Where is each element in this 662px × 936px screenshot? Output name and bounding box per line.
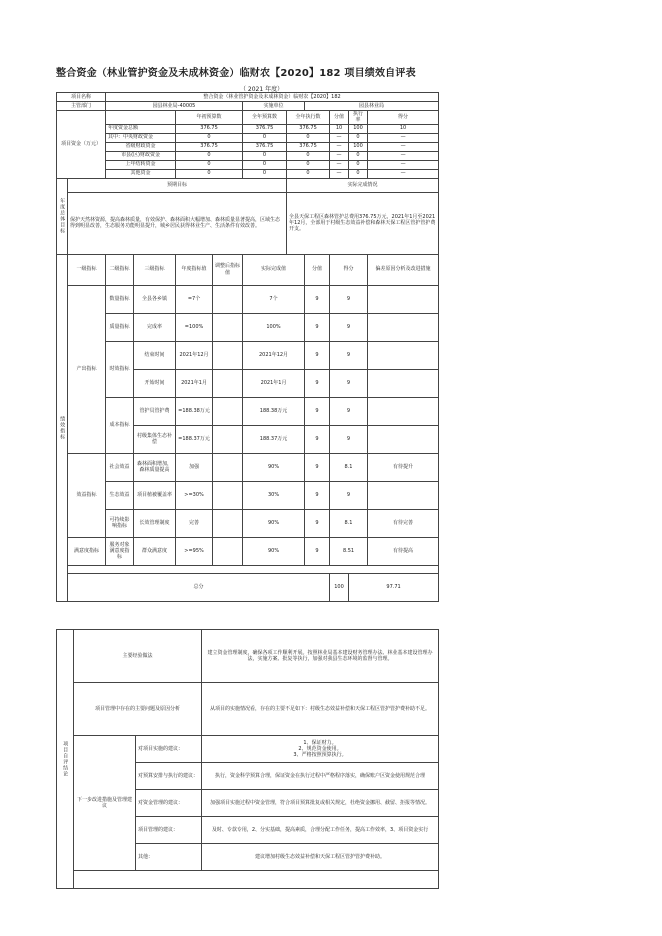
dept-label: 主管部门 — [57, 102, 106, 111]
perf-actual: 188.37万元 — [243, 425, 305, 453]
perf-target: >=30% — [176, 481, 213, 509]
perf-score-full: 9 — [305, 453, 330, 481]
perf-reason: 有待完善 — [368, 509, 439, 537]
problems-text: 从项目的实施情况看，存在的主要不足如下：村级生态效益补偿和天保工程区管护管护费补助不足。 — [202, 683, 439, 736]
perf-l3: 项目植被覆盖率 — [134, 481, 176, 509]
perf-score-full: 9 — [305, 369, 330, 397]
conclusion-section-label: 项目自评结论 — [57, 630, 74, 889]
perf-target: =188.37万元 — [176, 425, 213, 453]
perf-l3: 森林面积增加，森林质量提高 — [134, 453, 176, 481]
page-title: 整合资金（林业管护资金及未成林资金）临财农【2020】182 项目绩效自评表 — [56, 68, 416, 79]
fund-cell: — — [330, 151, 349, 160]
fund-cell: 0 — [287, 133, 330, 142]
perf-score: 9 — [330, 481, 368, 509]
perf-adjusted — [213, 369, 243, 397]
goals-expected-text: 保护天然林资源，提高森林质量，有效保护、森林面积大幅增加、森林质量显著提高，区域生态得到明显改善，生态服务功能明显提升，城乡居民获得林业生产、生活条件有效改善。 — [68, 192, 287, 254]
perf-l2: 成本指标 — [106, 397, 134, 453]
perf-l3: 全县各乡镇 — [134, 285, 176, 313]
perf-actual: 90% — [243, 453, 305, 481]
perf-adjusted — [213, 397, 243, 425]
fund-cell: — — [368, 142, 439, 151]
fund-cell: — — [368, 160, 439, 169]
perf-target: 2021年1月 — [176, 369, 213, 397]
fund-cell: 10 — [330, 124, 349, 133]
perf-score: 9 — [330, 425, 368, 453]
perf-section-label: 绩效指标 — [57, 254, 68, 601]
perf-l2: 社会效益 — [106, 453, 134, 481]
experience-text: 建立资金管理制度，确保各项工作顺利开展。按照林业局基本建设财务管理办法、林业基本建设管理办法，实施方案、批复等执行，加强对我县生态环境的监督与管理。 — [202, 630, 439, 683]
perf-reason — [368, 341, 439, 369]
project-name: 整合资金（林业管护资金及未成林资金）临财农【2020】182 — [106, 93, 439, 102]
perf-score: 9 — [330, 369, 368, 397]
total-score: 97.71 — [349, 573, 439, 601]
perf-adjusted — [213, 341, 243, 369]
perf-reason — [368, 369, 439, 397]
funds-header: 得分 — [368, 111, 439, 125]
fund-row-label: 上年结转资金 — [106, 160, 176, 169]
funds-header: 年初预算数 — [176, 111, 243, 125]
suggestion-text: 加强项目实施过程中资金管理，符合项目预算批复或相关规定，杜绝资金挪用、截留、拒报等情况。 — [202, 790, 439, 817]
total-full: 100 — [330, 573, 349, 601]
spacer-row — [68, 565, 439, 573]
problems-label: 项目管理中存在的主要问题及原因分析 — [74, 683, 202, 736]
perf-target: 加强 — [176, 453, 213, 481]
fund-cell: — — [330, 133, 349, 142]
perf-target: =100% — [176, 313, 213, 341]
perf-target: 2021年12月 — [176, 341, 213, 369]
perf-header: 分值 — [305, 254, 330, 285]
perf-header: 偏差原因分析及改进措施 — [368, 254, 439, 285]
goals-section-label: 年度总体目标 — [57, 178, 68, 254]
fund-row-label: 省级财政资金 — [106, 142, 176, 151]
dept-value: 园县林业局-40005 — [106, 102, 243, 111]
suggestion-text: 1、保证财力。 2、规范资金使用。 3、严格按照预算执行。 — [202, 736, 439, 763]
total-label: 总分 — [68, 573, 330, 601]
perf-target: >=95% — [176, 537, 213, 565]
fund-cell: 0 — [243, 151, 287, 160]
funds-header: 全年预算数 — [243, 111, 287, 125]
perf-l3: 村级集体生态补偿 — [134, 425, 176, 453]
fund-cell: — — [330, 169, 349, 178]
perf-l3: 长效管理制度 — [134, 509, 176, 537]
perf-score-full: 9 — [305, 509, 330, 537]
perf-actual: 90% — [243, 537, 305, 565]
fund-cell: 376.75 — [243, 142, 287, 151]
funds-header-blank — [106, 111, 176, 125]
conclusion-bottom-blank — [74, 871, 439, 889]
funds-header: 全年执行数 — [287, 111, 330, 125]
fund-cell: 376.75 — [176, 142, 243, 151]
fund-cell: 0 — [349, 169, 368, 178]
self-eval-table — [56, 92, 439, 602]
perf-score-full: 9 — [305, 313, 330, 341]
funds-header: 分值 — [330, 111, 349, 125]
perf-reason — [368, 313, 439, 341]
perf-target: 完善 — [176, 509, 213, 537]
perf-actual: 100% — [243, 313, 305, 341]
fund-row-label: 市县(区)财政资金 — [106, 151, 176, 160]
suggestion-label: 对预算安排与执行的建议： — [136, 763, 202, 790]
perf-reason — [368, 425, 439, 453]
perf-score: 8.51 — [330, 537, 368, 565]
perf-adjusted — [213, 313, 243, 341]
perf-header: 得分 — [330, 254, 368, 285]
fund-row-label: 其他资金 — [106, 169, 176, 178]
perf-score: 9 — [330, 397, 368, 425]
year-label: （ 2021 年度） — [240, 86, 284, 93]
perf-adjusted — [213, 509, 243, 537]
perf-actual: 2021年12月 — [243, 341, 305, 369]
fund-cell: 376.75 — [287, 142, 330, 151]
perf-score: 9 — [330, 285, 368, 313]
impl-value: 园县林业局 — [305, 102, 439, 111]
perf-score-full: 9 — [305, 285, 330, 313]
perf-score-full: 9 — [305, 537, 330, 565]
fund-cell: 0 — [176, 160, 243, 169]
fund-cell: — — [330, 160, 349, 169]
perf-score-full: 9 — [305, 481, 330, 509]
perf-adjusted — [213, 453, 243, 481]
fund-cell: 10 — [368, 124, 439, 133]
goals-expected-label: 预期目标 — [68, 178, 287, 192]
funds-header: 执行率 — [349, 111, 368, 125]
perf-l2: 质量指标 — [106, 313, 134, 341]
fund-cell: 376.75 — [176, 124, 243, 133]
fund-cell: 0 — [287, 160, 330, 169]
perf-actual: 30% — [243, 481, 305, 509]
perf-l1-output: 产出指标 — [68, 285, 106, 453]
goals-actual-label: 实际完成情况 — [287, 178, 439, 192]
perf-header: 实际完成值 — [243, 254, 305, 285]
perf-l1-effect: 效益指标 — [68, 453, 106, 537]
perf-l2: 数量指标 — [106, 285, 134, 313]
fund-cell: 0 — [287, 169, 330, 178]
perf-l2: 时效指标 — [106, 341, 134, 397]
perf-score: 8.1 — [330, 453, 368, 481]
perf-l3: 管护员管护费 — [134, 397, 176, 425]
perf-score: 8.1 — [330, 509, 368, 537]
suggestion-text: 执行，资金科学预算合理，保证资金在执行过程中严格程序落实，确保账户区资金使用规范合理 — [202, 763, 439, 790]
project-name-label: 项目名称 — [57, 93, 106, 102]
perf-score: 9 — [330, 313, 368, 341]
perf-score: 9 — [330, 341, 368, 369]
suggestion-text: 建议增加村级生态效益补偿和天保工程区管护管护费补助。 — [202, 844, 439, 871]
experience-label: 主要经验做法 — [74, 630, 202, 683]
perf-actual: 90% — [243, 509, 305, 537]
impl-label: 实施单位 — [243, 102, 305, 111]
perf-header: 调整后指标值 — [213, 254, 243, 285]
perf-score-full: 9 — [305, 425, 330, 453]
perf-l2: 生态效益 — [106, 481, 134, 509]
perf-header: 年度指标值 — [176, 254, 213, 285]
fund-cell: — — [368, 169, 439, 178]
perf-reason — [368, 285, 439, 313]
perf-score-full: 9 — [305, 341, 330, 369]
perf-score-full: 9 — [305, 397, 330, 425]
perf-reason — [368, 481, 439, 509]
perf-header: 三级指标 — [134, 254, 176, 285]
conclusion-table — [56, 629, 439, 889]
fund-cell: 0 — [176, 169, 243, 178]
funds-section-label: 项目资金（万元） — [57, 111, 106, 179]
suggestion-text: 及时、专款专用，2、分实基础，提高素质，合理分配工作任务，提高工作效率，3、项目资金实行 — [202, 817, 439, 844]
perf-l1-satisfaction: 满意度指标 — [68, 537, 106, 565]
fund-cell: 0 — [243, 169, 287, 178]
perf-l2: 服务对象满意度指标 — [106, 537, 134, 565]
fund-cell: — — [368, 133, 439, 142]
goals-actual-text: 全县天保工程区森林管护总费用376.75万元，2021年1月至2021年12月，全部用于村级生态效益补偿和森林天保工程区管护管护费开支。 — [287, 192, 439, 254]
perf-actual: 7个 — [243, 285, 305, 313]
perf-adjusted — [213, 285, 243, 313]
perf-l2: 可持续影响指标 — [106, 509, 134, 537]
fund-cell: 0 — [349, 133, 368, 142]
suggestion-label: 其他： — [136, 844, 202, 871]
perf-target: =7个 — [176, 285, 213, 313]
perf-adjusted — [213, 481, 243, 509]
perf-reason: 有待提高 — [368, 537, 439, 565]
perf-l3: 开始时间 — [134, 369, 176, 397]
fund-cell: 376.75 — [287, 124, 330, 133]
fund-cell: 0 — [176, 151, 243, 160]
perf-l3: 完成率 — [134, 313, 176, 341]
perf-l3: 结束时间 — [134, 341, 176, 369]
perf-target: =188.38万元 — [176, 397, 213, 425]
suggestion-label: 对资金管理的建议： — [136, 790, 202, 817]
perf-reason: 有待提升 — [368, 453, 439, 481]
suggestion-label: 项目管理的建议： — [136, 817, 202, 844]
fund-cell: 0 — [176, 133, 243, 142]
fund-row-label: 年度资金总额 — [106, 124, 176, 133]
fund-cell: — — [368, 151, 439, 160]
fund-cell: 0 — [243, 160, 287, 169]
suggestion-label: 对项目实施的建议： — [136, 736, 202, 763]
fund-cell: 100 — [349, 142, 368, 151]
fund-cell: — — [330, 142, 349, 151]
fund-cell: 0 — [243, 133, 287, 142]
fund-cell: 0 — [349, 160, 368, 169]
perf-header: 一级指标 — [68, 254, 106, 285]
fund-row-label: 其中：中央财政资金 — [106, 133, 176, 142]
perf-adjusted — [213, 537, 243, 565]
fund-cell: 0 — [287, 151, 330, 160]
perf-adjusted — [213, 425, 243, 453]
perf-reason — [368, 397, 439, 425]
fund-cell: 0 — [349, 151, 368, 160]
perf-header: 二级指标 — [106, 254, 134, 285]
fund-cell: 376.75 — [243, 124, 287, 133]
perf-actual: 2021年1月 — [243, 369, 305, 397]
perf-l3: 群众满意度 — [134, 537, 176, 565]
fund-cell: 100 — [349, 124, 368, 133]
perf-actual: 188.38万元 — [243, 397, 305, 425]
next-steps-label: 下一步改进措施及管理建议 — [74, 736, 136, 871]
